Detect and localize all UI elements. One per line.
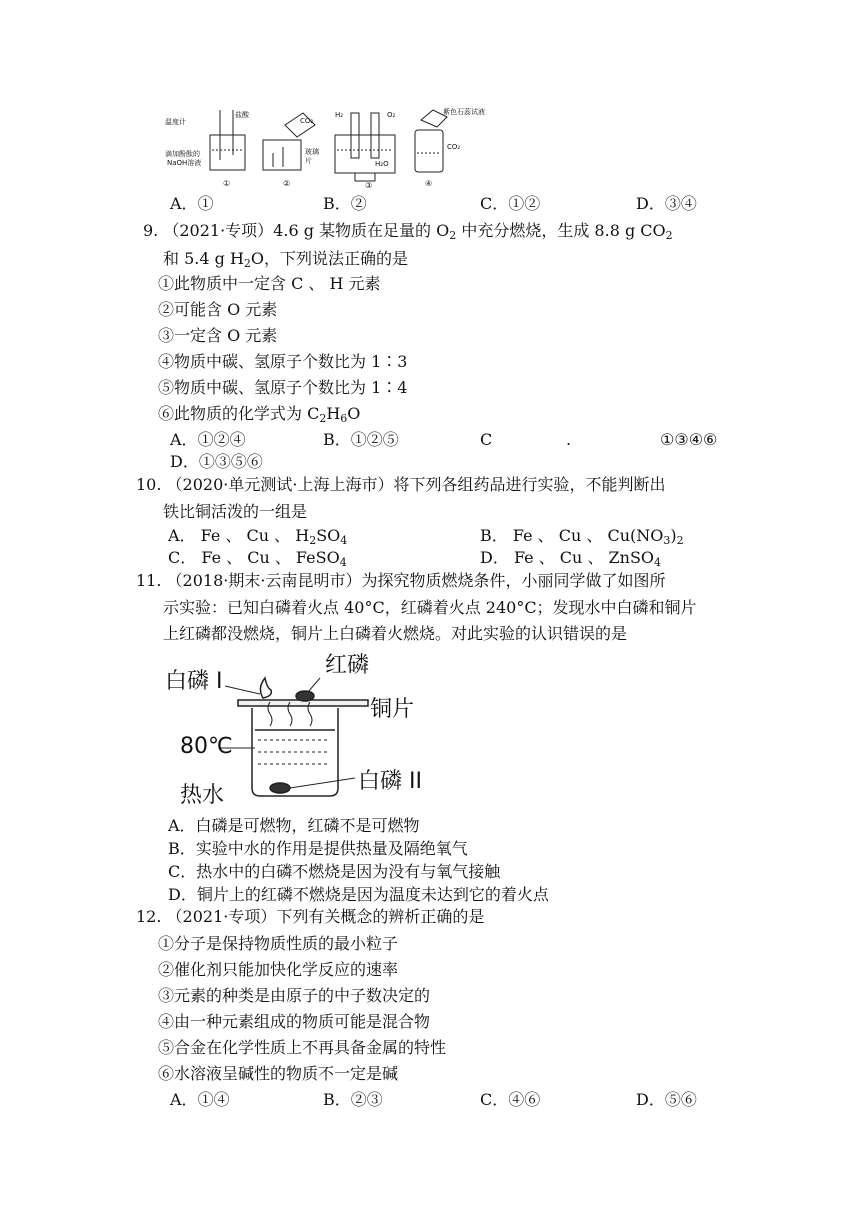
q12-option-d[interactable]: D．⑤⑥ xyxy=(636,1090,697,1109)
q10-option-b[interactable]: B． Fe 、 Cu 、 $Cu(NO_3)_2$ xyxy=(480,526,684,547)
hcl-label: 盐酸 xyxy=(235,111,249,119)
o2-label: O₂ xyxy=(387,111,396,119)
co2-label-1: CO₂ xyxy=(300,117,314,125)
naoh-label: 滴加酚酞的 xyxy=(165,150,200,158)
fig-number-3: ③ xyxy=(365,181,373,190)
q11-source: （2018·期末·云南昆明市） xyxy=(166,571,362,590)
q10-stem-line2: 铁比铜活泼的一组是 xyxy=(163,502,308,521)
q12-item-6: ⑥水溶液呈碱性的物质不一定是碱 xyxy=(158,1064,399,1083)
co2-label-2: CO₂ xyxy=(447,143,461,151)
q11-stem-line3: 上红磷都没燃烧，铜片上白磷着火燃烧。对此实验的认识错误的是 xyxy=(163,624,628,643)
q10-option-c[interactable]: C． Fe 、 Cu 、 FeSO$_4$ xyxy=(168,548,347,569)
q8-option-c[interactable]: C．①② xyxy=(480,194,541,213)
q9-item-1: ①此物质中一定含 C 、 H 元素 xyxy=(158,274,381,293)
q12-stem: 12. （2021·专项）下列有关概念的辨析正确的是 xyxy=(136,907,485,926)
q11-combustion-figure xyxy=(160,648,422,808)
q9-option-c-dot: . xyxy=(566,430,572,449)
q8-option-a[interactable]: A．① xyxy=(170,194,214,213)
h2-label: H₂ xyxy=(335,111,344,119)
naoh-label-2: NaOH溶液 xyxy=(167,159,202,167)
q9-item-6: ⑥此物质的化学式为 $C_2H_6O$ xyxy=(158,404,361,425)
q11-number: 11. xyxy=(136,571,162,590)
red-phosphorus-label: 红磷 xyxy=(325,653,370,678)
q12-item-1: ①分子是保持物质性质的最小粒子 xyxy=(158,934,399,953)
q9-item-5: ⑤物质中碳、氢原子个数比为 1∶4 xyxy=(158,378,408,397)
q10-option-a[interactable]: A． Fe 、 Cu 、 $H_2SO_4$ xyxy=(168,526,348,547)
q12-item-3: ③元素的种类是由原子的中子数决定的 xyxy=(158,986,431,1005)
q9-item-4: ④物质中碳、氢原子个数比为 1∶3 xyxy=(158,352,408,371)
q9-option-c-label[interactable]: C xyxy=(480,430,493,449)
q8-option-b[interactable]: B．② xyxy=(323,194,367,213)
q10-stem-line1: 10. （2020·单元测试·上海上海市）将下列各组药品进行实验，不能判断出 xyxy=(136,475,666,494)
q9-option-c-text[interactable]: ①③④⑥ xyxy=(660,430,718,449)
q11-option-a[interactable]: A．白磷是可燃物，红磷不是可燃物 xyxy=(168,816,420,835)
q9-option-d[interactable]: D．①③⑤⑥ xyxy=(170,452,263,471)
q9-option-b[interactable]: B．①②⑤ xyxy=(323,430,399,449)
fig-number-1: ① xyxy=(223,179,231,188)
fig-number-2: ② xyxy=(283,179,291,188)
q12-number: 12. xyxy=(136,907,162,926)
q12-item-2: ②催化剂只能加快化学反应的速率 xyxy=(158,960,399,979)
q9-stem-line2: 和 5.4 g $H_2O$，下列说法正确的是 xyxy=(163,249,409,270)
white-phosphorus-1-label: 白磷 I xyxy=(165,669,223,694)
temperature-label: 80℃ xyxy=(180,734,233,759)
q9-item-2: ②可能含 O 元素 xyxy=(158,300,278,319)
q9-option-a[interactable]: A．①②④ xyxy=(170,430,246,449)
q9-stem-line1: 9. （2021·专项）4.6 g 某物质在足量的 $O_2$ 中充分燃烧，生成 8.8 g $CO_2$ xyxy=(143,221,673,242)
q12-item-5: ⑤合金在化学性质上不再具备金属的特性 xyxy=(158,1038,447,1057)
q9-number: 9. xyxy=(143,221,159,240)
q10-source: （2020·单元测试·上海上海市） xyxy=(166,475,394,494)
hot-water-label: 热水 xyxy=(180,783,225,808)
q12-source: （2021·专项） xyxy=(166,907,277,926)
q11-option-c[interactable]: C．热水中的白磷不燃烧是因为没有与氧气接触 xyxy=(168,862,501,881)
q12-option-c[interactable]: C．④⑥ xyxy=(480,1090,541,1109)
copper-sheet-label: 铜片 xyxy=(370,697,415,722)
litmus-label: 紫色石蕊试液 xyxy=(443,108,485,116)
h2o-label: H₂O xyxy=(375,160,389,168)
q11-stem-line2: 示实验：已知白磷着火点 40°C，红磷着火点 240°C；发现水中白磷和铜片 xyxy=(163,598,697,617)
q8-experiment-figure xyxy=(165,105,495,190)
q11-stem-line1: 11. （2018·期末·云南昆明市）为探究物质燃烧条件，小丽同学做了如图所 xyxy=(136,571,666,590)
q8-apparatus-drawing xyxy=(165,105,495,190)
thermometer-label: 温度计 xyxy=(165,118,186,126)
fig-number-4: ④ xyxy=(425,179,433,188)
q12-option-a[interactable]: A．①④ xyxy=(170,1090,230,1109)
glass-label: 玻璃 xyxy=(305,148,319,156)
q9-source: （2021·专项） xyxy=(163,221,274,240)
q8-option-d[interactable]: D．③④ xyxy=(636,194,697,213)
q12-item-4: ④由一种元素组成的物质可能是混合物 xyxy=(158,1012,431,1031)
q10-option-d[interactable]: D． Fe 、 Cu 、 ZnSO$_4$ xyxy=(480,548,662,569)
q11-option-d[interactable]: D．铜片上的红磷不燃烧是因为温度未达到它的着火点 xyxy=(168,885,549,904)
q11-option-b[interactable]: B．实验中水的作用是提供热量及隔绝氧气 xyxy=(168,839,468,858)
q9-item-3: ③一定含 O 元素 xyxy=(158,326,278,345)
glass-label-2: 片 xyxy=(305,157,312,165)
q12-option-b[interactable]: B．②③ xyxy=(323,1090,383,1109)
white-phosphorus-2-label: 白磷 II xyxy=(358,769,422,794)
q10-number: 10. xyxy=(136,475,162,494)
